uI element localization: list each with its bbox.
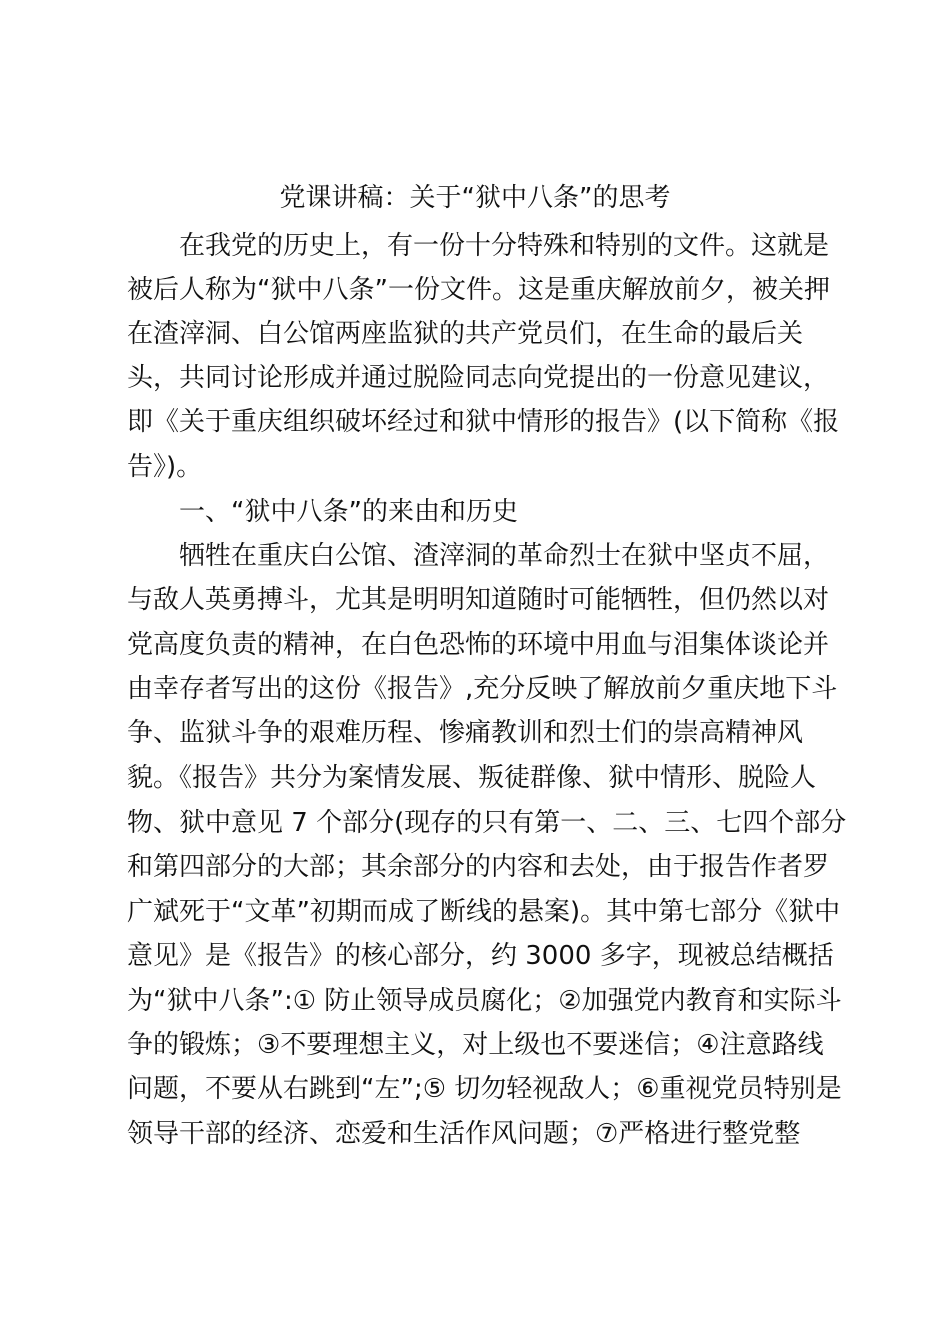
paragraph-line: 在渣滓洞、白公馆两座监狱的共产党员们，在生命的最后关: [127, 319, 804, 349]
paragraph-line: 争的锻炼；③不要理想主义，对上级也不要迷信；④注意路线: [127, 1030, 824, 1060]
paragraph-line: 争、监狱斗争的艰难历程、惨痛教训和烈士们的崇高精神风: [127, 718, 804, 748]
paragraph-line: 头，共同讨论形成并通过脱险同志向党提出的一份意见建议，: [127, 363, 830, 393]
paragraph-line: 为“狱中八条”:① 防止领导成员腐化；②加强党内教育和实际斗: [127, 986, 842, 1016]
section-heading: 一、“狱中八条”的来由和历史: [179, 497, 518, 527]
paragraph-line: 领导干部的经济、恋爱和生活作风问题；⑦严格进行整党整: [127, 1119, 801, 1149]
paragraph-line: 告》)。: [127, 452, 203, 482]
paragraph-line: 在我党的历史上，有一份十分特殊和特别的文件。这就是: [179, 231, 830, 261]
paragraph-line: 广斌死于“文革”初期而成了断线的悬案)。其中第七部分《狱中: [127, 897, 841, 927]
paragraph-line: 意见》是《报告》的核心部分，约 3000 多字，现被总结概括: [127, 941, 834, 971]
document-title: 党课讲稿：关于“狱中八条”的思考: [279, 183, 671, 213]
paragraph-line: 和第四部分的大部；其余部分的内容和去处，由于报告作者罗: [127, 852, 830, 882]
paragraph-line: 问题，不要从右跳到“左”;⑤ 切勿轻视敌人；⑥重视党员特别是: [127, 1074, 842, 1104]
paragraph-line: 即《关于重庆组织破坏经过和狱中情形的报告》(以下简称《报: [127, 407, 840, 437]
paragraph-line: 物、狱中意见 7 个部分(现存的只有第一、二、三、七四个部分: [127, 808, 847, 838]
paragraph-line: 由幸存者写出的这份《报告》,充分反映了解放前夕重庆地下斗: [127, 674, 838, 704]
paragraph-line: 与敌人英勇搏斗，尤其是明明知道随时可能牺牲，但仍然以对: [127, 585, 830, 615]
paragraph-line: 被后人称为“狱中八条”一份文件。这是重庆解放前夕，被关押: [127, 275, 830, 305]
paragraph-line: 貌。《报告》共分为案情发展、叛徒群像、狱中情形、脱险人: [127, 763, 817, 793]
paragraph-line: 党高度负责的精神，在白色恐怖的环境中用血与泪集体谈论并: [127, 630, 830, 660]
paragraph-line: 牺牲在重庆白公馆、渣滓洞的革命烈士在狱中坚贞不屈，: [179, 541, 830, 571]
